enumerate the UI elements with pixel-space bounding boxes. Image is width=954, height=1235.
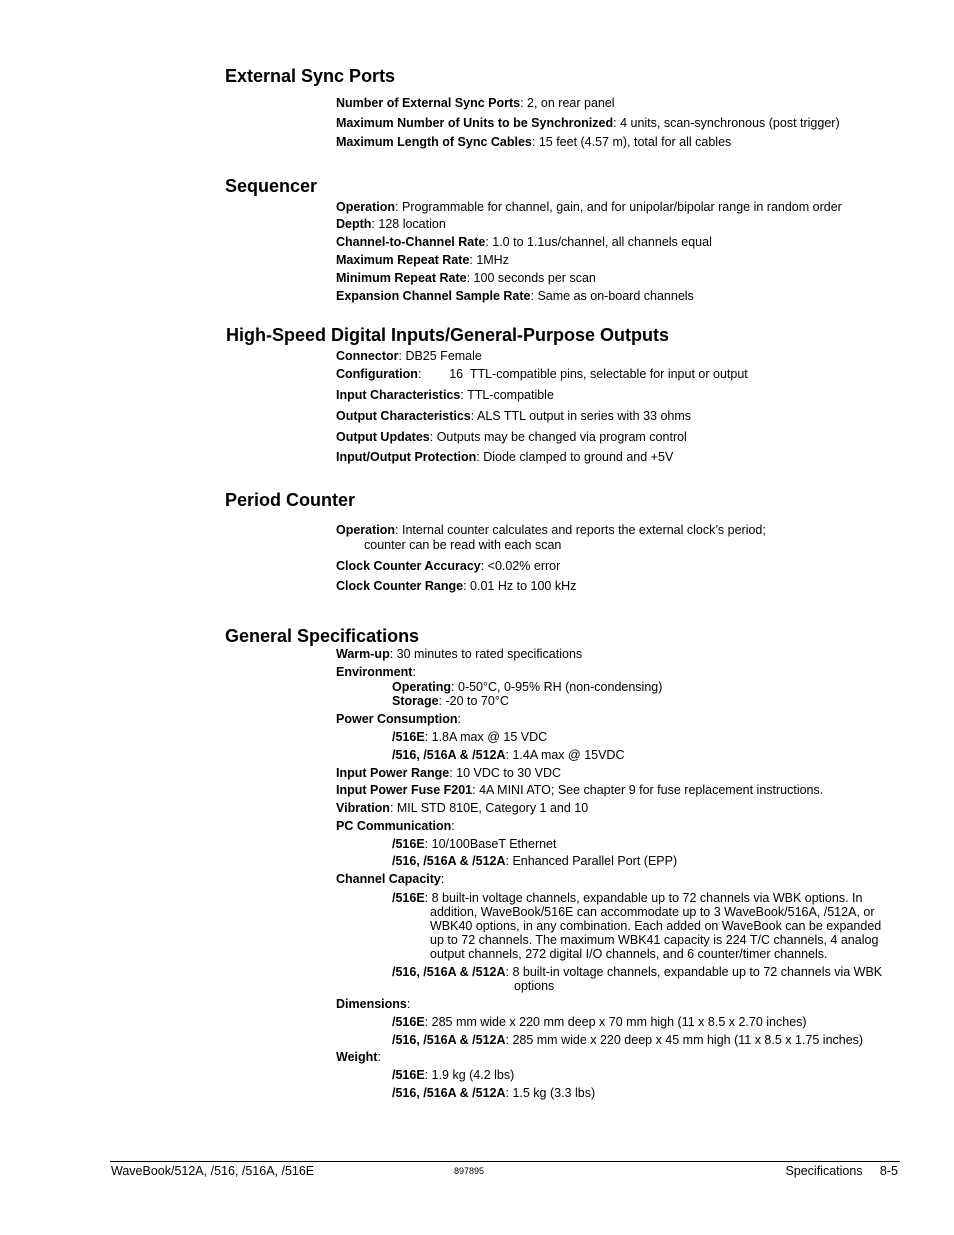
spec-value: : 30 minutes to rated specifications [389,647,583,661]
spec-label: Input Power Fuse F201 [336,783,473,797]
spec-label: Connector [336,349,399,363]
spec-value: : -20 to 70°C [438,694,509,708]
footer-product-name: WaveBook/512A, /516, /516A, /516E [111,1164,315,1178]
spec-subline [392,891,862,906]
spec-label: /516, /516A & /512A [392,748,506,762]
spec-line [336,367,748,382]
spec-label: /516, /516A & /512A [392,854,506,868]
spec-label: Channel Capacity [336,872,441,886]
spec-line [336,819,455,834]
spec-label: /516E [392,891,425,905]
spec-subline [392,748,625,763]
spec-line [336,997,410,1012]
footer-rule [110,1161,900,1162]
spec-label: Weight [336,1050,378,1064]
spec-value: : [457,712,462,726]
spec-label: /516, /516A & /512A [392,1086,506,1100]
spec-line [336,450,673,465]
spec-label: Warm-up [336,647,390,661]
spec-line [336,217,446,232]
spec-line [336,430,687,445]
spec-value: : 10/100BaseT Ethernet [424,837,557,851]
spec-label: Input/Output Protection [336,450,477,464]
spec-continuation: up to 72 channels. The maximum WBK41 capacity is 224 T/C channels, 4 analog [430,933,879,947]
spec-value: : TTL-compatible [460,388,554,402]
spec-continuation: WBK40 options, in any combination. Each added on WaveBook can be expanded [430,919,882,933]
spec-subline [392,837,556,852]
spec-value: : 10 VDC to 30 VDC [449,766,562,780]
spec-value: : [406,997,411,1011]
spec-label: Output Characteristics [336,409,471,423]
spec-subline [392,1033,863,1048]
spec-value: : 1.4A max @ 15VDC [505,748,625,762]
spec-line [336,388,554,403]
spec-line [336,289,694,304]
spec-value: : <0.02% error [480,559,561,573]
spec-label: Vibration [336,801,390,815]
spec-value: : 4 units, scan-synchronous (post trigger) [613,116,840,130]
spec-label: Clock Counter Range [336,579,464,593]
spec-label: Configuration [336,367,418,381]
spec-label: Number of External Sync Ports [336,96,521,110]
spec-value: : Internal counter calculates and reports the external clock’s period; [395,523,766,537]
spec-label: Operation [336,200,396,214]
spec-label: /516, /516A & /512A [392,965,506,979]
spec-line [336,801,588,816]
spec-value: : Programmable for channel, gain, and for unipolar/bipolar range in random order [395,200,842,214]
spec-value: : 285 mm wide x 220 deep x 45 mm high (11 x 8.5 x 1.75 inches) [505,1033,864,1047]
spec-value: : 2, on rear panel [520,96,615,110]
spec-subline [392,965,882,980]
spec-label: Operation [336,523,396,537]
spec-value: : Diode clamped to ground and +5V [476,450,674,464]
spec-label: Maximum Number of Units to be Synchronized [336,116,614,130]
spec-subline [392,680,662,695]
spec-subline [392,694,509,709]
spec-label: Clock Counter Accuracy [336,559,481,573]
spec-value: : [440,872,445,886]
spec-label: /516E [392,837,425,851]
spec-label: Input Power Range [336,766,450,780]
spec-line [336,235,712,250]
spec-label: Depth [336,217,372,231]
spec-subline [392,854,677,869]
spec-continuation: counter can be read with each scan [364,538,562,552]
spec-value: : 128 location [371,217,446,231]
spec-value: : DB25 Female [398,349,482,363]
spec-value: : 16 TTL-compatible pins, selectable for input or output [417,367,748,381]
spec-label: Channel-to-Channel Rate [336,235,486,249]
spec-line [336,647,582,662]
spec-line [336,665,416,680]
spec-subline [392,1068,514,1083]
spec-line [336,135,731,150]
spec-label: Expansion Channel Sample Rate [336,289,531,303]
spec-value: : 1.9 kg (4.2 lbs) [424,1068,515,1082]
spec-label: Input Characteristics [336,388,461,402]
spec-label: /516E [392,730,425,744]
spec-value: : 100 seconds per scan [466,271,596,285]
spec-line [336,712,461,727]
spec-label: PC Communication [336,819,452,833]
spec-value: : 4A MINI ATO; See chapter 9 for fuse replacement instructions. [472,783,824,797]
spec-label: Dimensions [336,997,407,1011]
spec-line [336,1050,381,1065]
spec-label: /516, /516A & /512A [392,1033,506,1047]
spec-subline [392,1015,807,1030]
spec-label: Storage [392,694,439,708]
spec-value: : 8 built-in voltage channels, expandable up to 72 channels via WBK [505,965,883,979]
spec-label: Environment [336,665,413,679]
spec-value: : 1.0 to 1.1us/channel, all channels equal [485,235,712,249]
spec-value: : [451,819,455,833]
spec-value: : 15 feet (4.57 m), total for all cables [531,135,732,149]
spec-value: : Same as on-board channels [530,289,694,303]
spec-label: Operating [392,680,452,694]
spec-subline [392,1086,595,1101]
spec-continuation: output channels, 272 digital I/O channels, and 6 counter/timer channels. [430,947,828,961]
spec-line [336,579,576,594]
spec-value: : 1MHz [469,253,509,267]
spec-line [336,766,561,781]
section-title-general-specifications: General Specifications [225,626,420,646]
spec-value: : Outputs may be changed via program control [429,430,687,444]
spec-value: : MIL STD 810E, Category 1 and 10 [389,801,589,815]
spec-label: Minimum Repeat Rate [336,271,467,285]
spec-value: : [412,665,416,679]
spec-line [336,409,691,424]
spec-value: : 1.8A max @ 15 VDC [424,730,548,744]
spec-label: Maximum Repeat Rate [336,253,470,267]
spec-value: : 8 built-in voltage channels, expandable up to 72 channels via WBK options. In [424,891,863,905]
spec-value: : 0-50°C, 0-95% RH (non-condensing) [451,680,663,694]
spec-continuation: addition, WaveBook/516E can accommodate up to 3 WaveBook/516A, /512A, or [430,905,875,919]
spec-value: : 285 mm wide x 220 mm deep x 70 mm high (11 x 8.5 x 2.70 inches) [424,1015,807,1029]
spec-label: Output Updates [336,430,430,444]
spec-value: : ALS TTL output in series with 33 ohms [470,409,692,423]
spec-line [336,253,509,268]
footer-page-number: Specifications 8-5 [785,1164,898,1178]
spec-value: : Enhanced Parallel Port (EPP) [505,854,678,868]
spec-line [336,200,842,215]
spec-line [336,271,596,286]
spec-label: Power Consumption [336,712,458,726]
spec-value: : [377,1050,381,1064]
spec-line [336,96,615,111]
spec-label: /516E [392,1015,425,1029]
spec-value: : 0.01 Hz to 100 kHz [463,579,577,593]
spec-line [336,559,560,574]
spec-line [336,349,482,364]
section-title-external-sync-ports: External Sync Ports [225,66,396,86]
spec-line [336,783,823,798]
spec-label: Maximum Length of Sync Cables [336,135,532,149]
spec-line [336,116,840,131]
section-title-sequencer: Sequencer [225,176,318,196]
section-title-digital-io: High-Speed Digital Inputs/General-Purpose Outputs [226,325,670,345]
spec-line [336,872,444,887]
spec-subline [392,730,547,745]
spec-line [336,523,766,538]
spec-value: : 1.5 kg (3.3 lbs) [505,1086,596,1100]
spec-label: /516E [392,1068,425,1082]
footer-doc-number: 897895 [454,1166,485,1176]
section-title-period-counter: Period Counter [225,490,356,510]
spec-continuation: options [514,979,555,993]
